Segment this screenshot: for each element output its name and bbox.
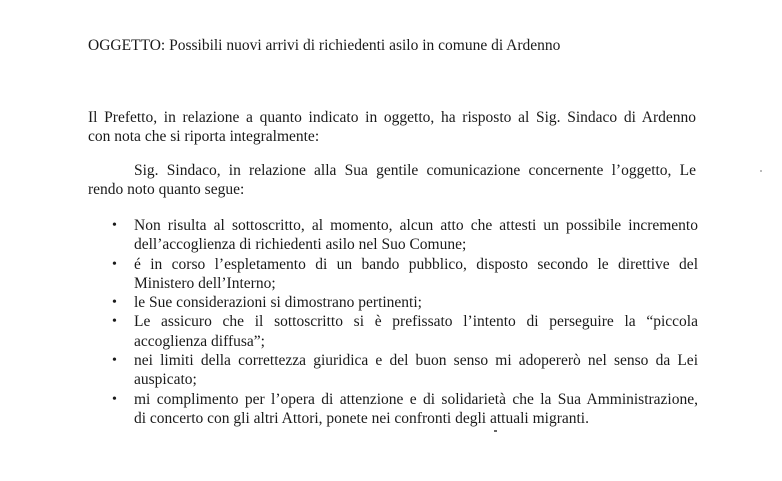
list-item-line-1: Non risulta al sottoscritto, al momento, alcun atto che attesti un possibile incremento — [134, 217, 698, 234]
subject-line: OGGETTO: Possibili nuovi arrivi di richiedenti asilo in comune di Ardenno — [88, 37, 561, 54]
list-item-line-2: auspicato; — [134, 371, 197, 389]
list-item — [108, 255, 698, 294]
list-item-line-1: mi complimento per l’opera di attenzione e di solidarietà che la Sua Amministrazione, — [134, 390, 698, 408]
list-item — [108, 293, 698, 312]
list-item-line-2: Ministero dell’Interno; — [134, 274, 276, 292]
list-item-line-1: é in corso l’espletamento di un bando pubblico, disposto secondo le direttive del — [134, 255, 698, 273]
bullet-list — [108, 216, 698, 428]
bullet-icon: • — [112, 314, 117, 330]
list-item-line-1: nei limiti della correttezza giuridica e del buon senso mi adopererò nel senso da Lei — [134, 352, 698, 370]
list-item — [108, 351, 698, 390]
letter-opening-line-1-text: Sig. Sindaco, in relazione alla Sua gentile comunicazione concernente l’oggetto, Le — [134, 162, 696, 179]
intro-line-1: Il Prefetto, in relazione a quanto indicato in oggetto, ha risposto al Sig. Sindaco di Ardenno — [88, 109, 696, 126]
bullet-icon: • — [112, 218, 117, 233]
intro-paragraph — [88, 108, 696, 146]
letter-opening-paragraph — [88, 161, 696, 199]
list-item-line-2: accoglienza diffusa”; — [134, 332, 265, 350]
list-item — [108, 216, 698, 255]
bullet-icon: • — [112, 391, 117, 407]
list-item-line-2: di concerto con gli altri Attori, ponete nei confronti degli attuali migranti. — [134, 409, 589, 427]
letter-opening-line-2: rendo noto quanto segue: — [88, 181, 245, 198]
letter-opening-line-1 — [88, 161, 696, 180]
list-item — [108, 390, 698, 429]
scan-speck — [494, 430, 497, 432]
list-item-line-1: Le assicuro che il sottoscritto si è prefissato l’intento di perseguire la “piccola — [134, 313, 698, 331]
list-item-line-2: dell’accoglienza di richiedenti asilo nel Suo Comune; — [134, 236, 467, 254]
bullet-icon: • — [112, 256, 117, 272]
bullet-icon: • — [112, 353, 117, 369]
list-item — [108, 312, 698, 351]
bullet-icon: • — [112, 295, 117, 311]
intro-line-2: con nota che si riporta integralmente: — [88, 128, 320, 145]
list-item-line-1: le Sue considerazioni si dimostrano pertinenti; — [134, 294, 422, 312]
scan-speck — [760, 170, 762, 172]
